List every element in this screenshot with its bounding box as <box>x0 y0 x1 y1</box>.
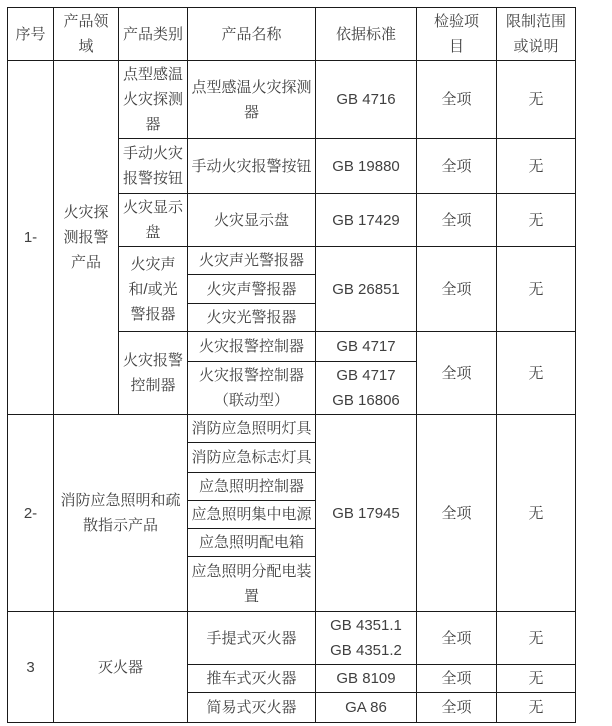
product-cell: 消防应急标志灯具 <box>188 443 316 473</box>
standard-line: GB 4351.1 <box>330 617 402 634</box>
product-cell: 手提式灭火器 <box>188 612 316 665</box>
restriction-cell: 无 <box>497 247 576 332</box>
standard-cell: GB 17429 <box>316 194 417 247</box>
standard-cell <box>316 612 417 665</box>
header-row <box>8 8 576 61</box>
header-cell-domain <box>54 8 119 61</box>
domain-label: 火灾探测报警产品 <box>63 204 109 271</box>
product-cell: 点型感温火灾探测器 <box>188 61 316 139</box>
restriction-cell: 无 <box>497 665 576 693</box>
restriction-cell: 无 <box>497 194 576 247</box>
category-label: 火灾声和/或光警报器 <box>128 255 178 323</box>
inspection-cell: 全项 <box>417 247 497 332</box>
domain-cell: 灭火器 <box>54 612 188 723</box>
product-cell: 火灾声警报器 <box>188 275 316 304</box>
inspection-cell: 全项 <box>417 139 497 194</box>
restriction-cell: 无 <box>497 332 576 415</box>
table-row <box>8 612 576 665</box>
inspection-cell: 全项 <box>417 415 497 612</box>
inspection-cell: 全项 <box>417 332 497 415</box>
inspection-cell: 全项 <box>417 612 497 665</box>
domain-cell <box>54 415 188 612</box>
standard-line: GB 4717 <box>336 367 396 384</box>
header-cell-restriction <box>497 8 576 61</box>
inspection-cell: 全项 <box>417 693 497 723</box>
restriction-cell: 无 <box>497 61 576 139</box>
product-cell: 手动火灾报警按钮 <box>188 139 316 194</box>
product-cell: 火灾报警控制器（联动型） <box>188 362 316 415</box>
standard-cell: GA 86 <box>316 693 417 723</box>
restriction-cell: 无 <box>497 612 576 665</box>
product-cell: 应急照明控制器 <box>188 473 316 501</box>
domain-cell <box>54 61 119 415</box>
category-cell <box>119 61 188 139</box>
product-cell: 应急照明集中电源 <box>188 501 316 529</box>
standard-line: GB 4351.2 <box>330 642 402 659</box>
category-label: 手动火灾报警按钮 <box>122 145 183 187</box>
category-cell <box>119 139 188 194</box>
serial-cell: 3 <box>8 612 54 723</box>
standard-cell <box>316 362 417 415</box>
standard-cell: GB 8109 <box>316 665 417 693</box>
product-cell: 消防应急照明灯具 <box>188 415 316 443</box>
inspection-cell: 全项 <box>417 194 497 247</box>
standard-line: GB 16806 <box>332 392 400 409</box>
restriction-cell: 无 <box>497 139 576 194</box>
category-label: 点型感温火灾探测器 <box>122 66 183 133</box>
product-cell: 简易式灭火器 <box>188 693 316 723</box>
serial-cell: 2- <box>8 415 54 612</box>
product-cell: 应急照明分配电装置 <box>188 557 316 612</box>
domain-label: 消防应急照明和疏散指示产品 <box>60 492 181 534</box>
standard-cell: GB 4716 <box>316 61 417 139</box>
product-cell: 火灾光警报器 <box>188 304 316 332</box>
header-label: 序号 <box>15 25 46 43</box>
header-label: 依据标准 <box>335 25 396 43</box>
header-label: 产品领域 <box>63 13 109 55</box>
restriction-cell: 无 <box>497 693 576 723</box>
product-cell: 推车式灭火器 <box>188 665 316 693</box>
product-cell: 应急照明配电箱 <box>188 529 316 557</box>
header-label: 产品名称 <box>221 25 282 43</box>
header-label: 检验项目 <box>433 13 479 55</box>
standard-cell: GB 19880 <box>316 139 417 194</box>
header-cell-inspection <box>417 8 497 61</box>
standard-cell: GB 26851 <box>316 247 417 332</box>
fire-product-certification-table <box>7 7 576 723</box>
header-cell-category <box>119 8 188 61</box>
category-label: 火灾显示盘 <box>122 199 183 241</box>
product-cell: 火灾报警控制器 <box>188 332 316 362</box>
inspection-cell: 全项 <box>417 61 497 139</box>
serial-cell: 1- <box>8 61 54 415</box>
header-label: 限制范围或说明 <box>505 13 566 55</box>
header-cell-product <box>188 8 316 61</box>
category-cell <box>119 332 188 415</box>
restriction-cell: 无 <box>497 415 576 612</box>
category-cell <box>119 247 188 332</box>
category-label: 火灾报警控制器 <box>122 352 183 394</box>
table-row <box>8 61 576 139</box>
inspection-cell: 全项 <box>417 665 497 693</box>
product-cell: 火灾声光警报器 <box>188 247 316 275</box>
category-cell <box>119 194 188 247</box>
product-cell: 火灾显示盘 <box>188 194 316 247</box>
table-row <box>8 415 576 443</box>
standard-cell: GB 4717 <box>316 332 417 362</box>
standard-cell: GB 17945 <box>316 415 417 612</box>
header-cell-standard <box>316 8 417 61</box>
header-cell-serial <box>8 8 54 61</box>
header-label: 产品类别 <box>122 25 183 43</box>
